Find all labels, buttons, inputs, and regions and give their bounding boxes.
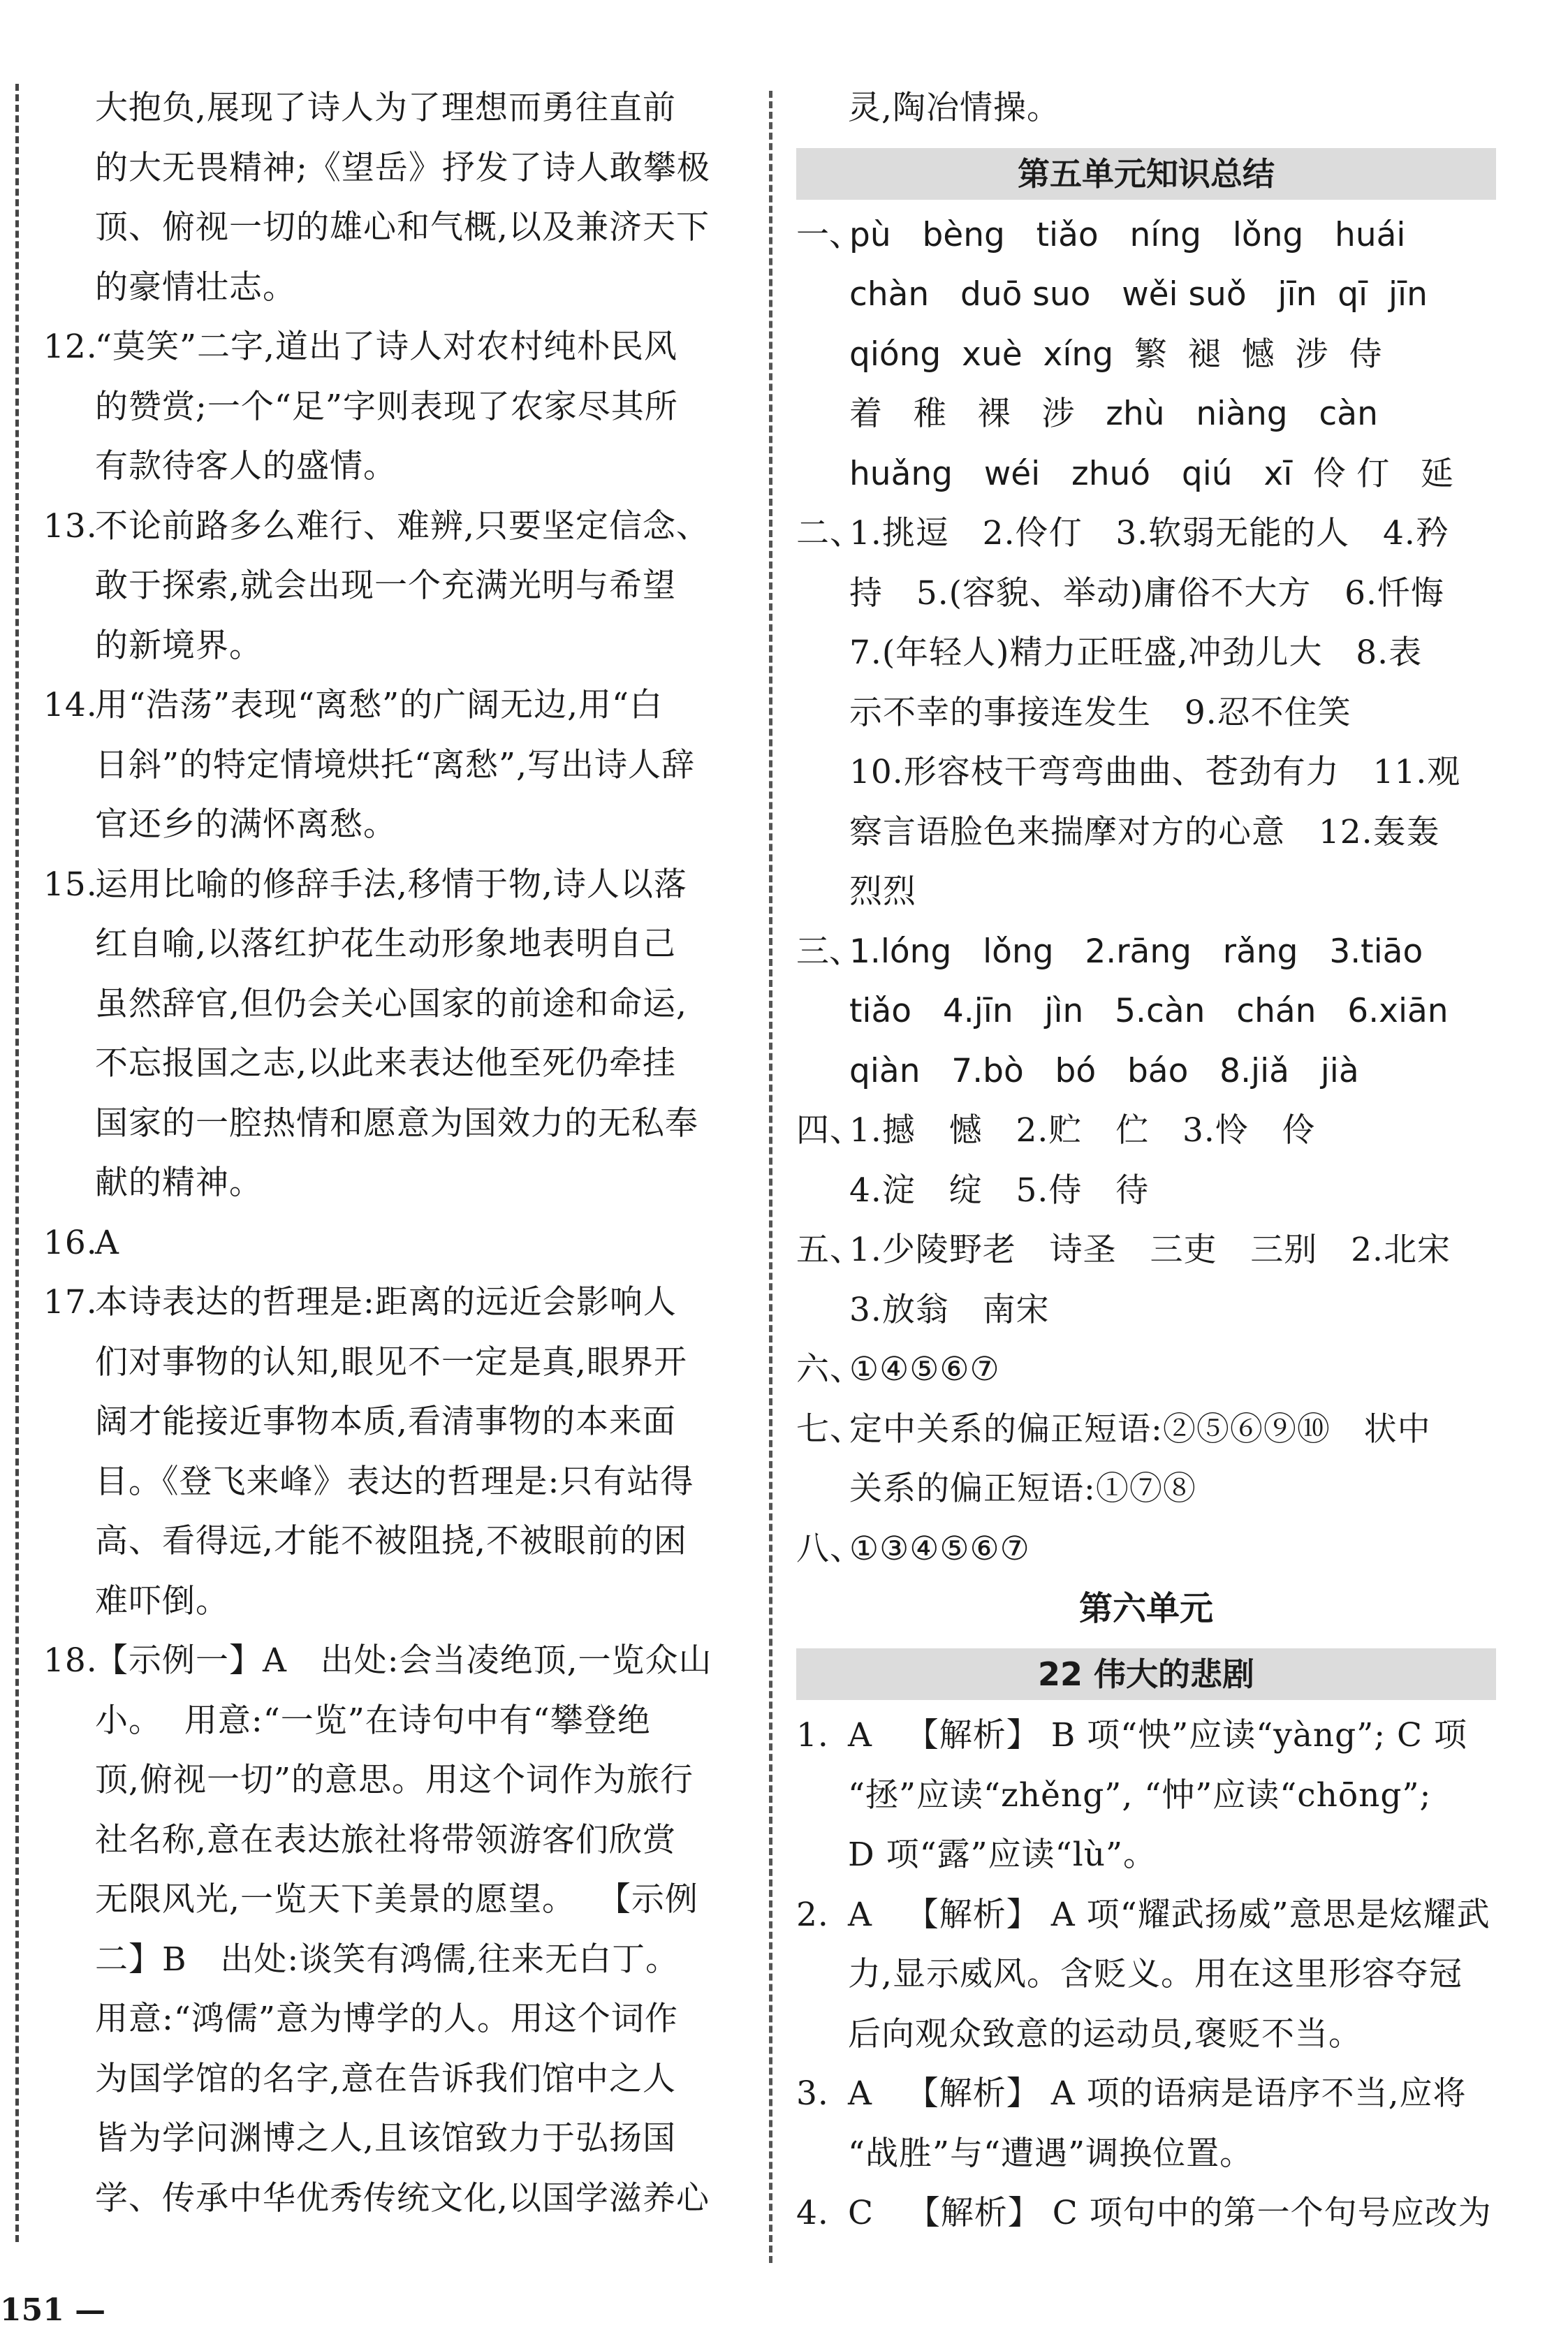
question-3-answer <box>796 2064 1496 2183</box>
answer-12 <box>43 317 735 497</box>
text-line: 示不幸的事接连发生 9.忍不住笑 <box>849 693 1351 732</box>
answer-11-continued <box>43 78 735 317</box>
text-line: 有款待客人的盛情。 <box>95 447 397 485</box>
text-line: 【示例一】A 出处:会当凌绝顶,一览众山 <box>95 1641 712 1680</box>
section-3 <box>796 922 1496 1101</box>
cut-line <box>15 84 19 2242</box>
question-1-answer <box>796 1706 1496 1885</box>
item-number: 1. <box>796 1716 829 1755</box>
question-2-answer <box>796 1885 1496 2065</box>
text-line: 阔才能接近事物本质,看清事物的本来面 <box>95 1402 676 1441</box>
item-number: 3. <box>796 2074 829 2113</box>
text-line: 用意:“鸿儒”意为博学的人。用这个词作 <box>95 2000 678 2038</box>
text-line: 灵,陶冶情操。 <box>848 89 1060 127</box>
text-line: 定中关系的偏正短语:②⑤⑥⑨⑩ 状中 <box>849 1409 1431 1449</box>
section-4 <box>796 1101 1496 1220</box>
text-line: “莫笑”二字,道出了诗人对农村纯朴民风 <box>95 328 677 366</box>
text-line: 持 5.(容貌、举动)庸俗不大方 6.忏悔 <box>849 573 1444 613</box>
text-line: C 【解析】 C 项句中的第一个句号应改为 <box>848 2194 1492 2232</box>
section-8 <box>796 1519 1496 1579</box>
item-number: 17. <box>43 1283 98 1321</box>
section-title-band: 第五单元知识总结 <box>796 148 1496 200</box>
text-line: 1.挑逗 2.伶仃 3.软弱无能的人 4.矜 <box>849 514 1449 552</box>
section-number: 四、 <box>796 1111 863 1150</box>
text-line: qiàn 7.bò bó báo 8.jiǎ jià <box>849 1051 1359 1090</box>
text-line: pù bèng tiǎo níng lǒng huái <box>849 215 1406 254</box>
text-line: 社名称,意在表达旅社将带领游客们欣赏 <box>95 1820 676 1859</box>
section-2 <box>796 504 1496 922</box>
text-line: 4.淀 绽 5.侍 待 <box>849 1171 1150 1210</box>
text-line: 敢于探索,就会出现一个充满光明与希望 <box>95 566 676 605</box>
text-line: 3.放翁 南宋 <box>849 1290 1050 1329</box>
lesson-title-band: 22 伟大的悲剧 <box>796 1648 1496 1700</box>
item-number: 16. <box>43 1223 98 1262</box>
page-number: 151 — <box>0 2292 106 2328</box>
text-line: 顶,俯视一切”的意思。用这个词作为旅行 <box>95 1761 694 1799</box>
text-line: 皆为学问渊博之人,且该馆致力于弘扬国 <box>95 2119 676 2158</box>
text-line: 本诗表达的哲理是:距离的远近会影响人 <box>95 1283 677 1321</box>
text-line: 不论前路多么难行、难辨,只要坚定信念、 <box>95 506 710 545</box>
text-line: 的大无畏精神;《望岳》抒发了诗人敢攀极 <box>95 148 710 187</box>
text-line: 1.lóng lǒng 2.rāng rǎng 3.tiāo <box>849 932 1423 971</box>
question-4-answer <box>796 2183 1496 2243</box>
text-line: A 【解析】 B 项“怏”应读“yàng”; C 项 <box>848 1716 1467 1755</box>
text-line: ①③④⑤⑥⑦ <box>849 1529 1030 1568</box>
text-line: A 【解析】 A 项“耀武扬威”意思是炫耀武 <box>848 1895 1490 1934</box>
item-number: 4. <box>796 2194 829 2232</box>
text-line: tiǎo 4.jīn jìn 5.càn chán 6.xiān <box>849 992 1449 1030</box>
text-line: 察言语脸色来揣摩对方的心意 12.轰轰 <box>849 812 1440 851</box>
item-number: 18. <box>43 1641 98 1680</box>
text-line: 烈烈 <box>849 872 916 911</box>
text-line: 着 稚 裸 涉 zhù niàng càn <box>849 395 1378 433</box>
text-line: chàn duō suo wěi suǒ jīn qī jīn <box>849 275 1428 314</box>
text-line: 小。 用意:“一览”在诗句中有“攀登绝 <box>95 1701 651 1740</box>
text-line: 国家的一腔热情和愿意为国效力的无私奉 <box>95 1104 698 1143</box>
item-number: 13. <box>43 506 98 545</box>
answer-15 <box>43 855 735 1213</box>
section-1 <box>796 205 1496 504</box>
section-number: 七、 <box>796 1409 863 1449</box>
section-number: 三、 <box>796 932 862 971</box>
text-line: 日斜”的特定情境烘托“离愁”,写出诗人辞 <box>95 745 696 784</box>
text-line: 二】B 出处:谈笑有鸿儒,往来无白丁。 <box>95 1940 680 1979</box>
answer-17 <box>43 1273 735 1631</box>
text-line: 的豪情壮志。 <box>95 268 296 307</box>
text-line: 们对事物的认知,眼见不一定是真,眼界开 <box>95 1342 687 1382</box>
unit-title: 第六单元 <box>1078 1589 1213 1628</box>
text-line: 无限风光,一览天下美景的愿望。 【示例 <box>95 1880 698 1919</box>
text-line: 7.(年轻人)精力正旺盛,冲劲儿大 8.表 <box>849 633 1423 672</box>
answer-14 <box>43 675 735 855</box>
section-number: 二、 <box>796 514 863 552</box>
item-number: 15. <box>43 865 98 904</box>
text-line: D 项“露”应读“lù”。 <box>848 1836 1157 1874</box>
section-number: 一、 <box>796 215 862 254</box>
text-line: 为国学馆的名字,意在告诉我们馆中之人 <box>95 2059 676 2098</box>
text-line: 10.形容枝干弯弯曲曲、苍劲有力 11.观 <box>849 753 1461 791</box>
text-line: 学、传承中华优秀传统文化,以国学滋养心 <box>95 2178 710 2218</box>
text-line: qióng xuè xíng 繁 褪 憾 涉 侍 <box>849 335 1382 374</box>
text-line: 的新境界。 <box>95 626 263 665</box>
section-7 <box>796 1400 1496 1519</box>
text-line: “战胜”与“遭遇”调换位置。 <box>848 2134 1254 2173</box>
text-line: 虽然辞官,但仍会关心国家的前途和命运, <box>95 984 687 1023</box>
text-line: 献的精神。 <box>95 1164 263 1202</box>
answer-18-continued <box>796 78 1496 138</box>
text-line: 难吓倒。 <box>95 1581 229 1620</box>
text-line: huǎng wéi zhuó qiú xī 伶 仃 延 <box>849 454 1453 493</box>
text-line: 1.少陵野老 诗圣 三吏 三别 2.北宋 <box>849 1231 1451 1269</box>
item-number: 2. <box>796 1895 829 1934</box>
text-line: 关系的偏正短语:①⑦⑧ <box>849 1470 1196 1508</box>
text-line: 不忘报国之志,以此来表达他至死仍牵挂 <box>95 1044 676 1083</box>
text-line: 目。《登飞来峰》表达的哲理是:只有站得 <box>95 1462 694 1501</box>
answer-18 <box>43 1631 735 2228</box>
text-line: A 【解析】 A 项的语病是语序不当,应将 <box>848 2074 1467 2113</box>
text-line: 大抱负,展现了诗人为了理想而勇往直前 <box>95 89 676 127</box>
text-line: 力,显示威风。含贬义。用在这里形容夺冠 <box>848 1955 1463 1993</box>
text-line: 顶、俯视一切的雄心和气概,以及兼济天下 <box>95 208 710 247</box>
text-line: 用“浩荡”表现“离愁”的广阔无边,用“白 <box>95 686 664 724</box>
right-column <box>796 78 1496 2243</box>
section-number: 六、 <box>796 1350 863 1389</box>
text-line: A <box>95 1223 119 1262</box>
text-line: ①④⑤⑥⑦ <box>849 1350 1000 1389</box>
text-line: 高、看得远,才能不被阻挠,不被眼前的困 <box>95 1522 687 1560</box>
answer-16 <box>43 1213 735 1273</box>
text-line: 的赞赏;一个“足”字则表现了农家尽其所 <box>95 387 678 426</box>
text-line: 运用比喻的修辞手法,移情于物,诗人以落 <box>95 865 687 904</box>
text-line: 1.撼 憾 2.贮 伫 3.怜 伶 <box>849 1111 1316 1150</box>
left-column <box>43 78 735 2228</box>
item-number: 12. <box>43 328 98 366</box>
section-number: 五、 <box>796 1231 863 1269</box>
column-divider <box>769 91 772 2263</box>
text-line: 官还乡的满怀离愁。 <box>95 805 397 844</box>
text-line: “拯”应读“zhěng”, “忡”应读“chōng”; <box>848 1775 1432 1815</box>
section-6 <box>796 1340 1496 1400</box>
text-line: 红自喻,以落红护花生动形象地表明自己 <box>95 925 676 963</box>
answer-13 <box>43 497 735 676</box>
section-number: 八、 <box>796 1529 863 1568</box>
item-number: 14. <box>43 686 98 724</box>
section-5 <box>796 1220 1496 1340</box>
text-line: 后向观众致意的运动员,褒贬不当。 <box>848 2014 1362 2053</box>
